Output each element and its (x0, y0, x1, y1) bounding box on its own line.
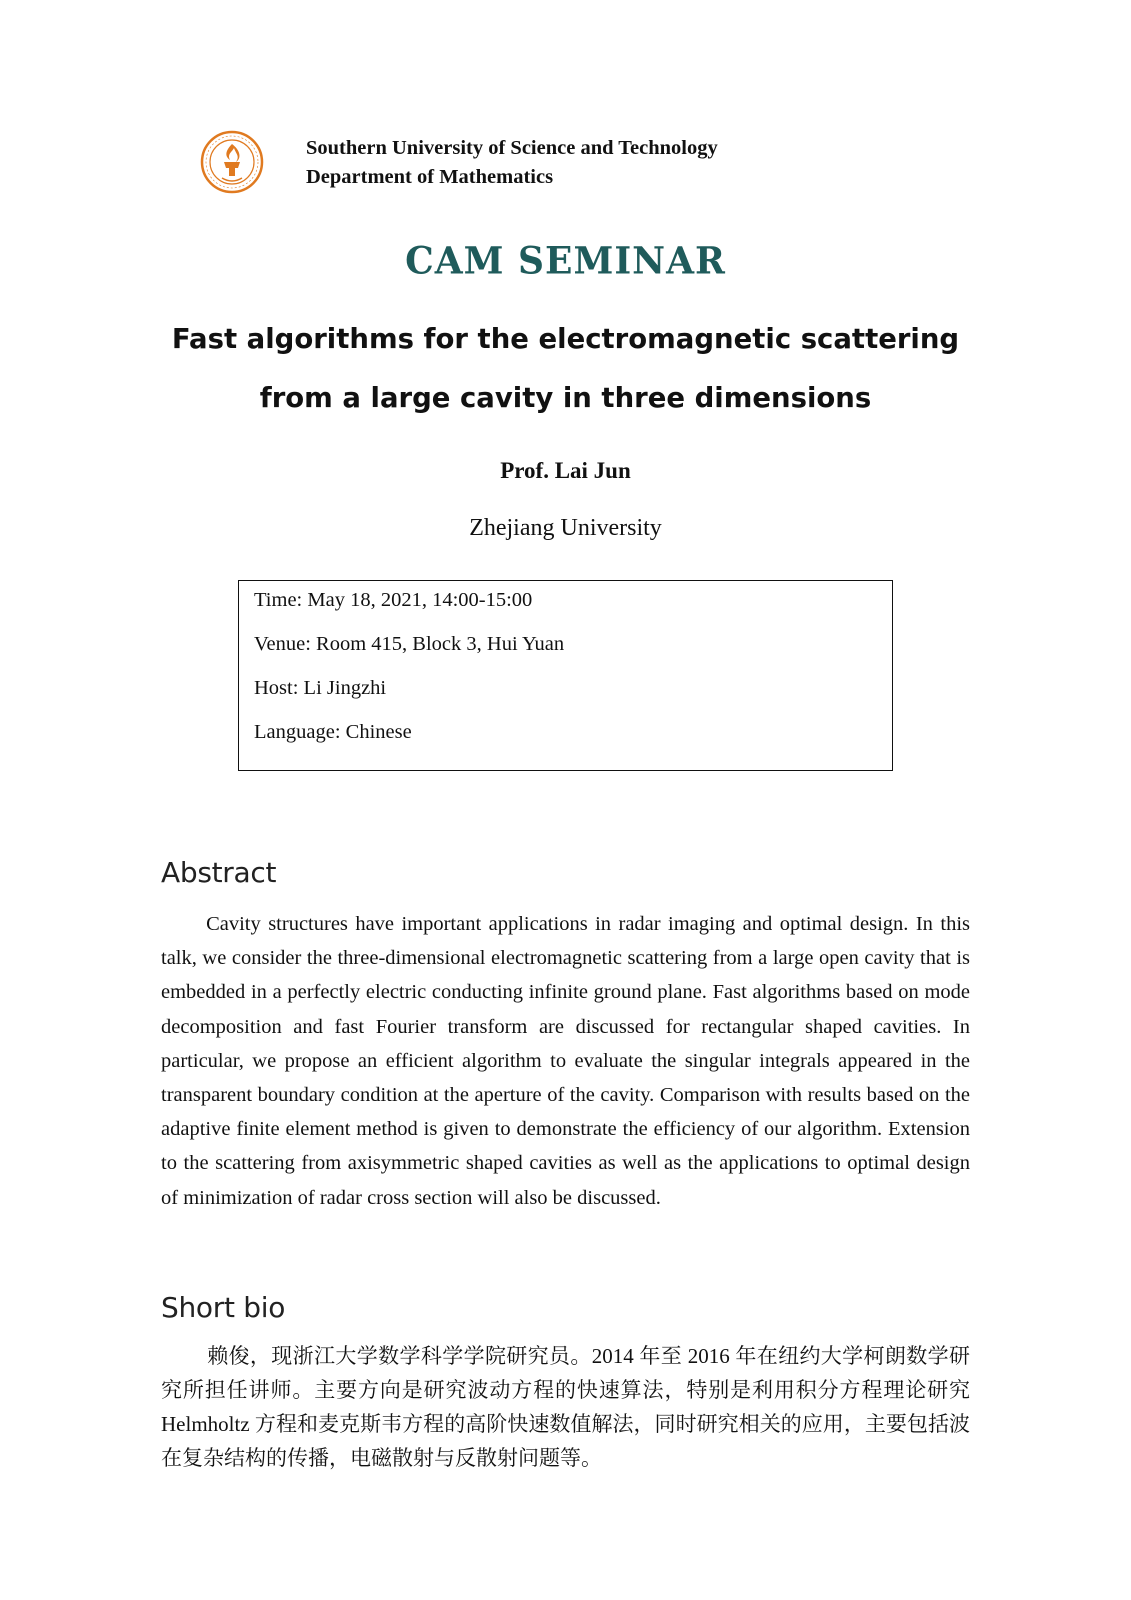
abstract-text: Cavity structures have important applications in radar imaging and optimal design. In this talk, we consider the three-dimensional electromagnetic scattering from a large open cavity that is embedded in a perfectly electric conducting infinite ground plane. Fast algorithms based on mode decomposition and fast Fourier transform are discussed for rectangular shaped cavities. In particular, we propose an efficient algorithm to evaluate the singular integrals appeared in the transparent boundary condition at the aperture of the cavity. Comparison with results based on the adaptive finite element method is given to demonstrate the efficiency of our algorithm. Extension to the scattering from axisymmetric shaped cavities as well as the applications to optimal design of minimization of radar cross section will also be discussed. (161, 913, 970, 1209)
abstract-heading: Abstract (161, 856, 277, 889)
page-header (200, 130, 800, 194)
bio-text: 赖俊，现浙江大学数学科学学院研究员。2014 年至 2016 年在纽约大学柯朗数学研究所担任讲师。主要方向是研究波动方程的快速算法，特别是利用积分方程理论研究 Helmholtz 方程和麦克斯韦方程的高阶快速数值解法，同时研究相关的应用，主要包括波在复杂结构的传播，电磁散射与反散射问题等。 (161, 1344, 970, 1470)
info-venue: Venue: Room 415, Block 3, Hui Yuan (254, 633, 565, 655)
university-name: Southern University of Science and Technology (306, 137, 718, 159)
bio-heading: Short bio (161, 1291, 286, 1324)
info-host: Host: Li Jingzhi (254, 677, 387, 699)
speaker-affiliation: Zhejiang University (469, 515, 662, 541)
university-logo-icon (200, 130, 264, 194)
info-language: Language: Chinese (254, 721, 412, 743)
talk-title-line-1: Fast algorithms for the electromagnetic scattering (171, 323, 960, 355)
talk-title-line-2: from a large cavity in three dimensions (259, 382, 872, 414)
institution-block (306, 134, 718, 192)
speaker-name: Prof. Lai Jun (500, 458, 631, 483)
department-name: Department of Mathematics (306, 166, 554, 188)
info-time: Time: May 18, 2021, 14:00-15:00 (254, 589, 533, 611)
talk-title (120, 310, 1011, 428)
info-box (238, 580, 893, 771)
seminar-label: CAM SEMINAR (405, 238, 726, 284)
